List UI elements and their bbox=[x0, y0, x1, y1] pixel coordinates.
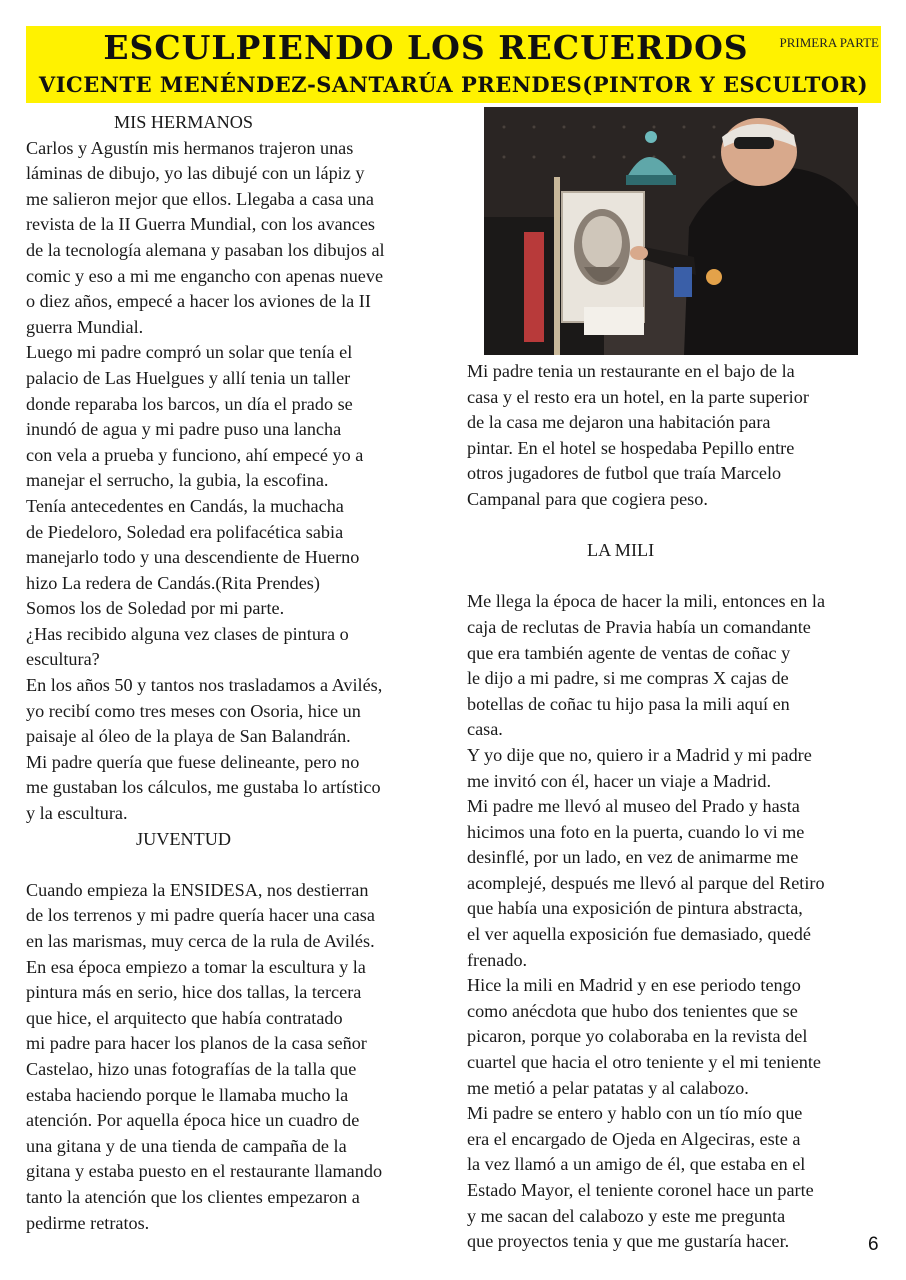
text-line: Estado Mayor, el teniente coronel hace un parte bbox=[467, 1180, 814, 1200]
left-text-block-1 bbox=[26, 136, 444, 827]
right-text-block-2 bbox=[467, 589, 883, 1254]
text-line: revista de la II Guerra Mundial, con los avances bbox=[26, 214, 375, 235]
text-line: le dijo a mi padre, si me compras X cajas de bbox=[467, 668, 789, 689]
text-line: en las marismas, muy cerca de la rula de Avilés. bbox=[26, 931, 375, 951]
text-line: Cuando empieza la ENSIDESA, nos destierran bbox=[26, 879, 369, 900]
text-line: y la escultura. bbox=[26, 803, 128, 824]
text-line: palacio de Las Huelgues y allí tenia un taller bbox=[26, 367, 351, 388]
text-line: acomplejé, después me llevó al parque del Retiro bbox=[467, 872, 825, 893]
left-column bbox=[26, 110, 444, 1236]
text-line: cuartel que hacia el otro teniente y el mi teniente bbox=[467, 1052, 821, 1073]
section-heading-la-mili: LA MILI bbox=[587, 540, 655, 561]
text-line: o diez años, empecé a hacer los aviones de la II bbox=[26, 291, 371, 312]
right-column bbox=[467, 359, 883, 1255]
text-line: En los años 50 y tantos nos trasladamos a Avilés, bbox=[26, 675, 383, 696]
right-text-block-1 bbox=[467, 359, 883, 513]
page-number: 6 bbox=[868, 1234, 879, 1255]
text-line: picaron, porque yo colaboraba en la revista del bbox=[467, 1026, 808, 1047]
text-line: que había una exposición de pintura abstracta, bbox=[467, 898, 803, 919]
text-line: manejarlo todo y una descendiente de Huerno bbox=[26, 547, 360, 568]
left-text-block-2 bbox=[26, 878, 444, 1236]
text-line: casa. bbox=[467, 719, 503, 740]
text-line: Mi padre se entero y hablo con un tío mío que bbox=[467, 1103, 803, 1124]
title-banner bbox=[26, 26, 881, 103]
text-line: frenado. bbox=[467, 949, 528, 970]
text-line: Y yo dije que no, quiero ir a Madrid y mi padre bbox=[467, 744, 812, 765]
text-line: de Piedeloro, Soledad era polifacética sabia bbox=[26, 521, 344, 542]
text-line: me gustaban los cálculos, me gustaba lo artístico bbox=[26, 777, 381, 798]
text-line: comic y eso a mi me engancho con apenas nueve bbox=[26, 265, 384, 286]
text-line: era el encargado de Ojeda en Algeciras, este a bbox=[467, 1128, 801, 1149]
text-line: Tenía antecedentes en Candás, la muchacha bbox=[26, 495, 344, 516]
text-line: paisaje al óleo de la playa de San Balandrán. bbox=[26, 726, 351, 747]
text-line: Hice la mili en Madrid y en ese periodo tengo bbox=[467, 975, 801, 996]
text-line: Somos los de Soledad por mi parte. bbox=[26, 598, 285, 619]
text-line: pedirme retratos. bbox=[26, 1212, 150, 1233]
text-line: estaba haciendo porque le llamaba mucho la bbox=[26, 1084, 349, 1105]
text-line: ¿Has recibido alguna vez clases de pintura o bbox=[26, 623, 349, 644]
text-line: Mi padre quería que fuese delineante, pero no bbox=[26, 751, 360, 772]
text-line: Campanal para que cogiera peso. bbox=[467, 488, 708, 509]
paragraph-gap bbox=[467, 513, 883, 539]
text-line: escultura? bbox=[26, 649, 100, 670]
text-line: tanto la atención que los clientes empezaron a bbox=[26, 1186, 360, 1207]
paragraph-gap bbox=[26, 852, 444, 878]
text-line: me invitó con él, hacer un viaje a Madrid. bbox=[467, 770, 772, 791]
text-line: En esa época empiezo a tomar la escultura y la bbox=[26, 956, 366, 977]
text-line: mi padre para hacer los planos de la casa señor bbox=[26, 1033, 367, 1054]
text-line: de la tecnología alemana y pasaban los dibujos al bbox=[26, 239, 385, 260]
text-line: me salieron mejor que ellos. Llegaba a casa una bbox=[26, 188, 374, 209]
text-line: que hice, el arquitecto que había contratado bbox=[26, 1007, 343, 1028]
text-line: una gitana y de una tienda de campaña de la bbox=[26, 1135, 347, 1156]
text-line: Luego mi padre compró un solar que tenía el bbox=[26, 342, 353, 363]
photo-illustration bbox=[484, 107, 858, 355]
text-line: casa y el resto era un hotel, en la parte superior bbox=[467, 386, 809, 407]
text-line: caja de reclutas de Pravia había un comandante bbox=[467, 616, 811, 637]
text-line: Castelao, hizo unas fotografías de la talla que bbox=[26, 1058, 357, 1079]
text-line: pintar. En el hotel se hospedaba Pepillo entre bbox=[467, 437, 795, 458]
text-line: atención. Por aquella época hice un cuadro de bbox=[26, 1110, 360, 1131]
text-line: como anécdota que hubo dos tenientes que se bbox=[467, 1000, 798, 1021]
text-line: otros jugadores de futbol que traía Marcelo bbox=[467, 463, 782, 484]
text-line: que proyectos tenia y que me gustaría hacer. bbox=[467, 1231, 790, 1252]
text-line: pintura más en serio, hice dos tallas, la tercera bbox=[26, 982, 362, 1003]
text-line: guerra Mundial. bbox=[26, 316, 144, 337]
text-line: hicimos una foto en la puerta, cuando lo vi me bbox=[467, 821, 805, 842]
artist-drawing-photo bbox=[484, 107, 858, 355]
text-line: manejar el serrucho, la gubia, la escofina. bbox=[26, 470, 329, 491]
text-line: desinflé, por un lado, en vez de animarme me bbox=[467, 847, 799, 868]
page-title: ESCULPIENDO LOS RECUERDOS bbox=[103, 28, 749, 67]
text-line: Mi padre me llevó al museo del Prado y hasta bbox=[467, 796, 800, 817]
text-line: y me sacan del calabozo y este me pregunta bbox=[467, 1205, 786, 1226]
text-line: hizo La redera de Candás.(Rita Prendes) bbox=[26, 572, 320, 593]
text-line: Me llega la época de hacer la mili, entonces en la bbox=[467, 591, 826, 612]
text-line: la vez llamó a un amigo de él, que estaba en el bbox=[467, 1154, 806, 1175]
text-line: láminas de dibujo, yo las dibujé con un lápiz y bbox=[26, 163, 365, 184]
text-line: yo recibí como tres meses con Osoria, hice un bbox=[26, 700, 361, 721]
section-label: PRIMERA PARTE bbox=[779, 35, 879, 50]
section-heading-mis-hermanos: MIS HERMANOS bbox=[114, 112, 253, 132]
text-line: con vela a prueba y funciono, ahí empecé yo a bbox=[26, 444, 364, 465]
text-line: Mi padre tenia un restaurante en el bajo de la bbox=[467, 361, 795, 381]
paragraph-gap bbox=[467, 564, 883, 590]
text-line: de la casa me dejaron una habitación para bbox=[467, 412, 771, 433]
text-line: Carlos y Agustín mis hermanos trajeron unas bbox=[26, 137, 354, 158]
text-line: inundó de agua y mi padre puso una lancha bbox=[26, 419, 342, 440]
text-line: donde reparaba los barcos, un día el prado se bbox=[26, 393, 353, 414]
section-heading-juventud: JUVENTUD bbox=[136, 828, 231, 849]
text-line: gitana y estaba puesto en el restaurante llamando bbox=[26, 1161, 383, 1182]
text-line: me metió a pelar patatas y al calabozo. bbox=[467, 1077, 749, 1098]
text-line: el ver aquella exposición fue demasiado, quedé bbox=[467, 924, 811, 945]
text-line: que era también agente de ventas de coñac y bbox=[467, 642, 791, 663]
text-line: botellas de coñac tu hijo pasa la mili aquí en bbox=[467, 693, 790, 714]
page-subtitle: VICENTE MENÉNDEZ-SANTARÚA PRENDES(PINTOR Y ESCULTOR) bbox=[38, 72, 869, 97]
text-line: de los terrenos y mi padre quería hacer una casa bbox=[26, 905, 375, 926]
